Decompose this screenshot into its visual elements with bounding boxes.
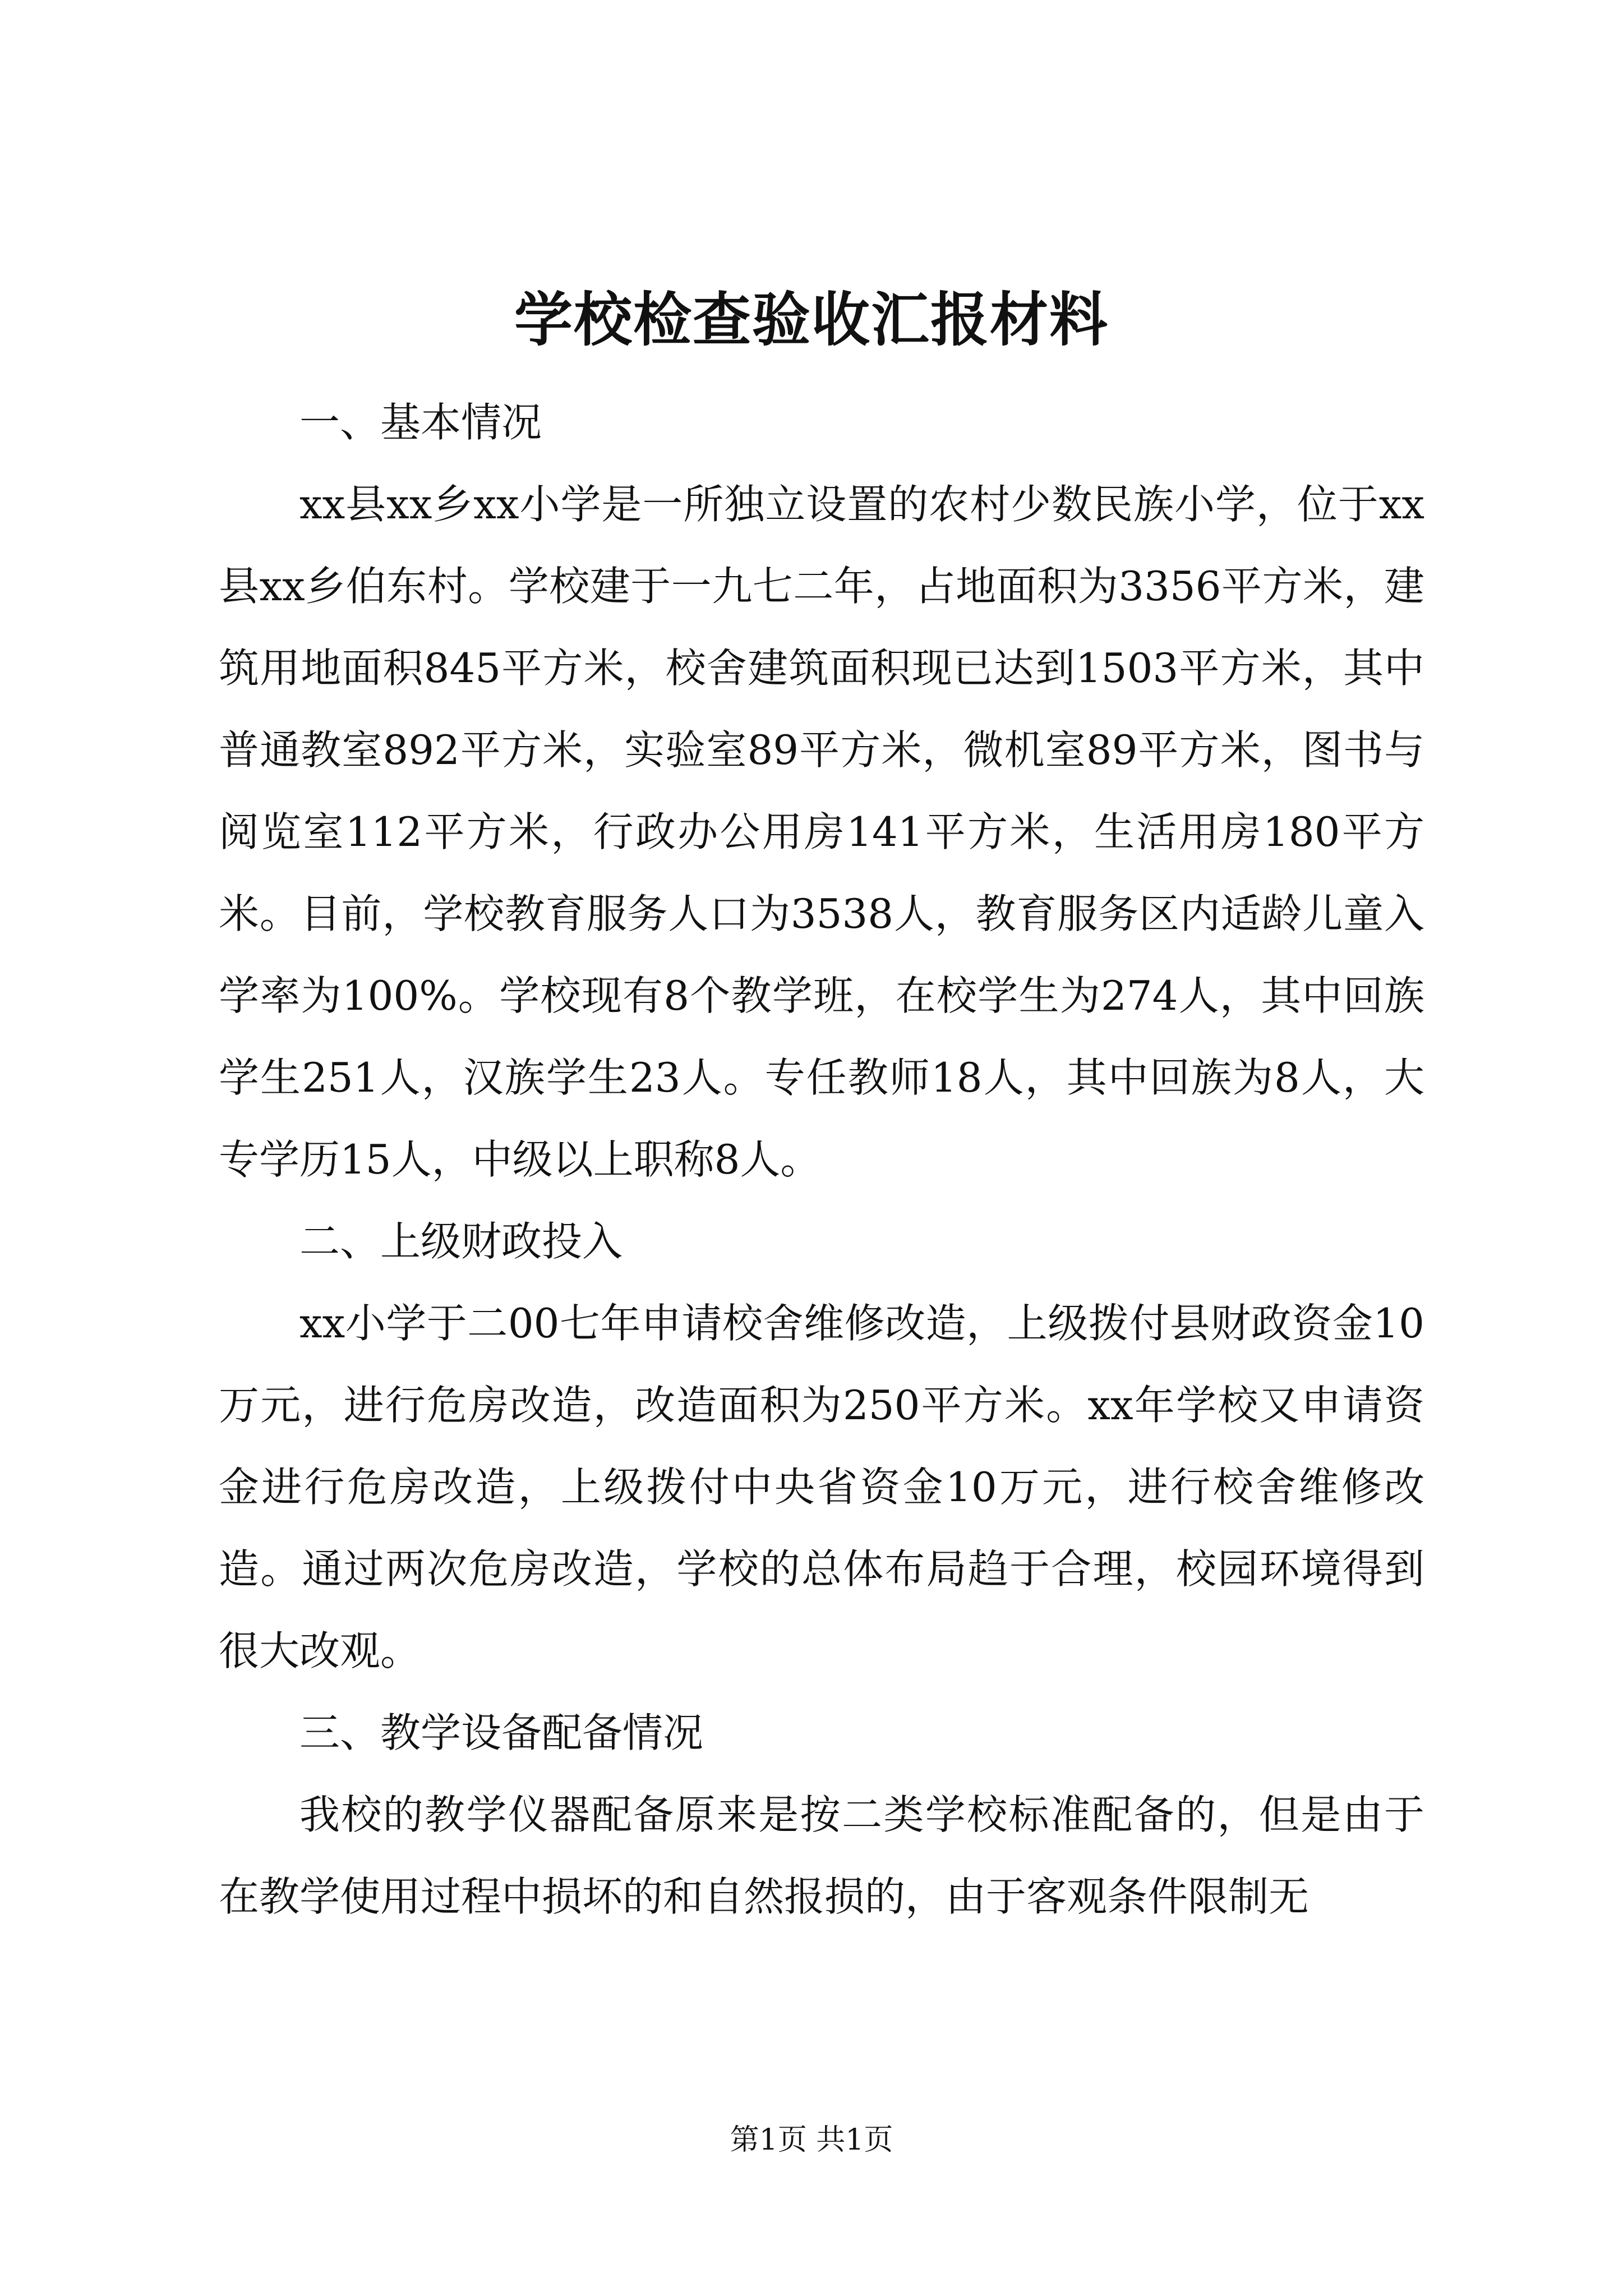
section-heading-equipment: 三、教学设备配备情况 xyxy=(299,1709,704,1756)
section-heading-basic-info: 一、基本情况 xyxy=(299,399,542,446)
document-title: 学校检查验收汇报材料 xyxy=(514,285,1109,354)
paragraph-basic-info: xx县xx乡xx小学是一所独立设置的农村少数民族小学，位于xx县xx乡伯东村。学校建于一九七二年，占地面积为3356平方米，建筑用地面积845平方米，校舍建筑面积现已达到1503平方米，其中普通教室892平方米，实验室89平方米，微机室89平方米，图书与阅览室112平方米，行政办公用房141平方米，生活用房180平方米。目前，学校教育服务人口为3538人，教育服务区内适龄儿童入学率为100%。学校现有8个教学班，在校学生为274人，其中回族学生251人，汉族学生23人。专任教师18人，其中回族为8人，大专学历15人，中级以上职称8人。 xyxy=(219,481,1424,1183)
page-footer: 第1页 共1页 xyxy=(730,2123,893,2157)
paragraph-finance: xx小学于二00七年申请校舍维修改造，上级拨付县财政资金10万元，进行危房改造，改造面积为250平方米。xx年学校又申请资金进行危房改造，上级拨付中央省资金10万元，进行校舍维修改造。通过两次危房改造，学校的总体布局趋于合理，校园环境得到很大改观。 xyxy=(219,1300,1424,1674)
section-heading-finance: 二、上级财政投入 xyxy=(299,1218,623,1265)
document-body xyxy=(219,381,1424,1938)
paragraph-equipment: 我校的教学仪器配备原来是按二类学校标准配备的，但是由于在教学使用过程中损坏的和自然报损的，由于客观条件限制无 xyxy=(219,1791,1424,1920)
